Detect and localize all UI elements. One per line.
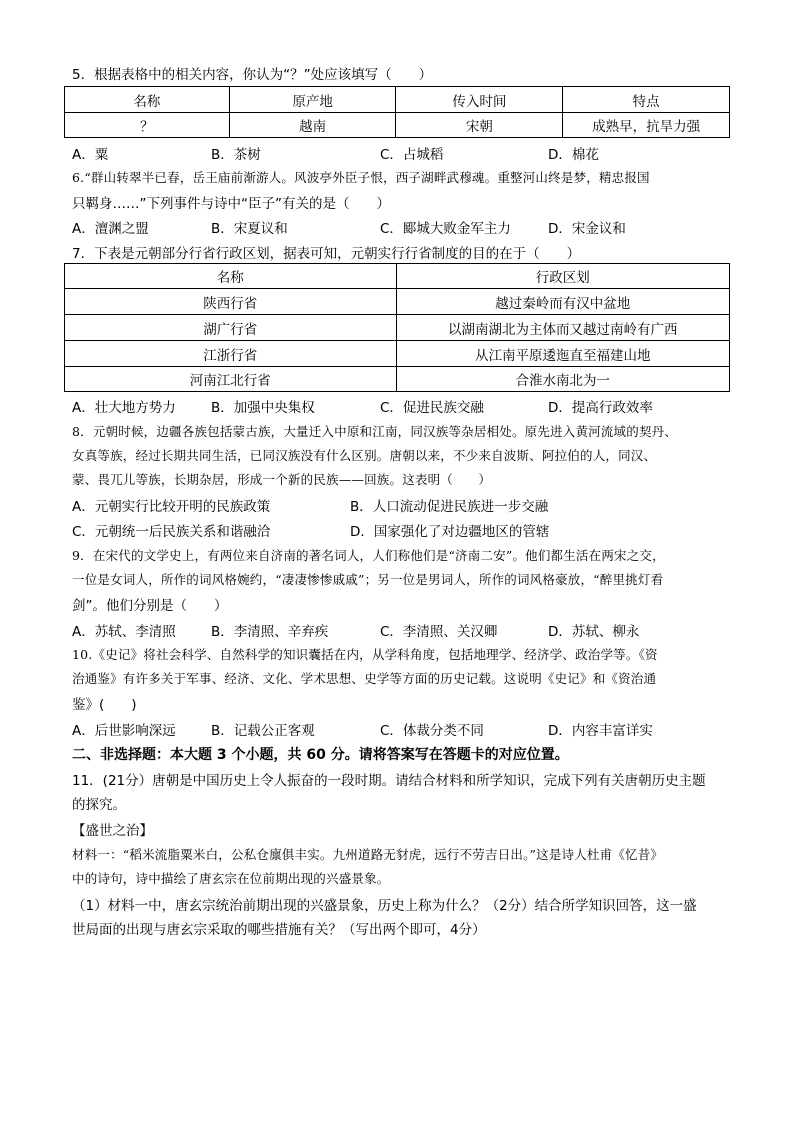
q10-line-3: 鉴》( )	[72, 697, 137, 713]
q11-line-1: 11．(21分）唐朝是中国历史上令人振奋的一段时期。请结合材料和所学知识，完成下列有关唐朝历史主题	[72, 773, 706, 789]
q6-line-1: 6.“群山转翠半已春，岳王庙前渐游人。风波亭外臣子恨，西子湖畔武穆魂。重整河山终是梦，精忠报国	[72, 170, 650, 185]
table-cell: 成熟早，抗旱力强	[563, 113, 730, 138]
q9-line-3: 剑”。他们分别是（ ）	[72, 598, 228, 614]
q11-subquestion-1-line-1: （1）材料一中，唐玄宗统治前期出现的兴盛景象，历史上称为什么？（2分）结合所学知识回答，这一盛	[72, 898, 697, 914]
table-cell: 宋朝	[396, 113, 563, 138]
q6-line-2: 只羁身……”下列事件与诗中“臣子”有关的是（ ）	[72, 196, 390, 212]
q9-line-2: 一位是女词人，所作的词风格婉约，“凄凄惨惨戚戚”；另一位是男词人，所作的词风格豪放，“醉里挑灯看	[72, 572, 664, 587]
q11-line-2: 的探究。	[72, 797, 126, 813]
table-header-cell: 名称	[65, 264, 397, 289]
table-header-cell: 传入时间	[396, 87, 563, 113]
table-row	[65, 367, 730, 392]
option-b: B．李清照、辛弃疾	[211, 624, 329, 640]
table-cell: 从江南平原逶迤直至福建山地	[396, 341, 730, 367]
option-c: C．占城稻	[380, 147, 444, 163]
option-d: D．棉花	[548, 147, 599, 163]
option-a: A．苏轼、李清照	[72, 624, 176, 640]
table-row	[65, 113, 730, 138]
option-c: C．元朝统一后民族关系和谐融洽	[72, 524, 271, 540]
q7-table	[64, 263, 730, 392]
section-heading: 二、非选择题：本大题 3 个小题，共 60 分。请将答案写在答题卡的对应位置。	[72, 747, 569, 763]
option-d: D．宋金议和	[548, 221, 626, 237]
table-row	[65, 341, 730, 367]
option-b: B．宋夏议和	[211, 221, 288, 237]
table-cell: 越南	[229, 113, 396, 138]
option-d: D．苏轼、柳永	[548, 624, 640, 640]
q5-table	[64, 86, 730, 138]
option-d: D．提高行政效率	[548, 400, 653, 416]
table-cell: 以湖南湖北为主体而又越过南岭有广西	[396, 315, 730, 341]
option-c: C．促进民族交融	[380, 400, 484, 416]
q9-line-1: 9．在宋代的文学史上，有两位来自济南的著名词人，人们称他们是“济南二安”。他们都生活在两宋之交，	[72, 548, 665, 563]
q11-subheading: 【盛世之治】	[72, 823, 153, 839]
q8-line-3: 蒙、畏兀儿等族，长期杂居，形成一个新的民族——回族。这表明（ ）	[72, 472, 492, 487]
option-a: A．澶渊之盟	[72, 221, 149, 237]
q8-line-1: 8．元朝时候，边疆各族包括蒙古族，大量迁入中原和江南，同汉族等杂居相处。原先进入黄河流域的契丹、	[72, 424, 678, 439]
table-cell: 越过秦岭而有汉中盆地	[396, 289, 730, 315]
q5-stem: 5．根据表格中的相关内容，你认为“？”处应该填写（ ）	[72, 67, 433, 83]
option-c: C．李清照、关汉卿	[380, 624, 498, 640]
table-header-cell: 名称	[65, 87, 230, 113]
table-row	[65, 289, 730, 315]
table-header-row	[65, 87, 730, 113]
table-row	[65, 315, 730, 341]
option-a: A．后世影响深远	[72, 723, 176, 739]
table-cell: 湖广行省	[65, 315, 397, 341]
option-a: A．壮大地方势力	[72, 400, 176, 416]
option-b: B．记载公正客观	[211, 723, 315, 739]
q11-subquestion-1-line-2: 世局面的出现与唐玄宗采取的哪些措施有关？（写出两个即可，4分）	[72, 922, 486, 938]
table-cell: 陕西行省	[65, 289, 397, 315]
option-c: C．郾城大败金军主力	[380, 221, 511, 237]
option-d: D．国家强化了对边疆地区的管辖	[350, 524, 550, 540]
q10-line-2: 治通鉴》有许多关于军事、经济、文化、学术思想、史学等方面的历史记载。这说明《史记》和《资治通	[72, 671, 657, 686]
q11-material-1-line-1: 材料一：“稻米流脂粟米白，公私仓廪俱丰实。九州道路无豺虎，远行不劳吉日出。”这是诗人杜甫《忆昔》	[72, 847, 664, 862]
table-cell: 江浙行省	[65, 341, 397, 367]
table-header-cell: 行政区划	[396, 264, 730, 289]
table-cell: 合淮水南北为一	[396, 367, 730, 392]
option-b: B．茶树	[211, 147, 261, 163]
option-d: D．内容丰富详实	[548, 723, 653, 739]
table-cell: ？	[65, 113, 230, 138]
option-c: C．体裁分类不同	[380, 723, 484, 739]
table-header-row	[65, 264, 730, 289]
q7-stem: 7．下表是元朝部分行省行政区划，据表可知，元朝实行行省制度的目的在于（ ）	[72, 246, 581, 262]
table-header-cell: 原产地	[229, 87, 396, 113]
option-a: A．粟	[72, 147, 109, 163]
table-cell: 河南江北行省	[65, 367, 397, 392]
q11-material-1-line-2: 中的诗句，诗中描绘了唐玄宗在位前期出现的兴盛景象。	[72, 871, 390, 886]
q8-line-2: 女真等族，经过长期共同生活，已同汉族没有什么区别。唐朝以来，不少来自波斯、阿拉伯的人，同汉、	[72, 448, 657, 463]
q10-line-1: 10.《史记》将社会科学、自然科学的知识囊括在内，从学科角度，包括地理学、经济学、政治学等。《资	[72, 647, 658, 662]
table-header-cell: 特点	[563, 87, 730, 113]
option-b: B．人口流动促进民族进一步交融	[350, 499, 549, 515]
option-b: B．加强中央集权	[211, 400, 315, 416]
option-a: A．元朝实行比较开明的民族政策	[72, 499, 271, 515]
